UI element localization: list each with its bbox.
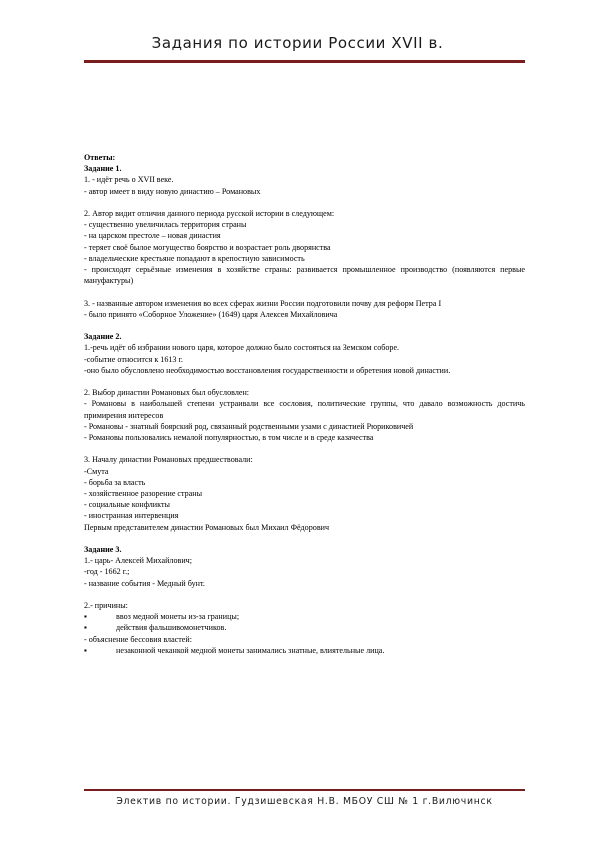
task-3-title: Задание 3. <box>84 545 122 555</box>
task-2-line: -Смута <box>84 466 109 476</box>
task-1-line: 1. - идёт речь о XVII веке. <box>84 175 174 185</box>
task-1-line: - теряет своё былое могущество боярство и возрастает роль дворянства <box>84 242 331 252</box>
bullet-item <box>84 645 525 656</box>
task-3-line: -год - 1662 г.; <box>84 567 130 577</box>
task-2-line: - иностранная интервенция <box>84 511 179 521</box>
task-1-line: - автор имеет в виду новую династию – Романовых <box>84 186 261 196</box>
bullet-item <box>84 611 525 622</box>
square-bullet-icon: ▪ <box>84 623 87 633</box>
task-2-line: - Романовы - знатный боярский род, связанный родственными узами с династией Рюриковичей <box>84 421 414 431</box>
task-3-line: - название события - Медный бунт. <box>84 578 205 588</box>
task-1-line: - владельческие крестьяне попадают в крепостную зависимость <box>84 253 305 263</box>
task-2-line: - социальные конфликты <box>84 500 170 510</box>
spacer <box>84 320 525 331</box>
document-body <box>84 152 525 656</box>
footer-rule <box>84 789 525 791</box>
spacer <box>84 197 525 208</box>
bullet-text: действия фальшивомонетчиков. <box>116 623 227 633</box>
task-3-line: 2.- причины: <box>84 601 128 611</box>
task-3-line: 1.- царь- Алексей Михайлович; <box>84 556 192 566</box>
task-1-line: - происходят серьёзные изменения в хозяйстве страны: развивается промышленное производство (появляются первые мануфактуры) <box>84 265 525 286</box>
task-1-line: 2. Автор видит отличия данного периода русской истории в следующем: <box>84 209 335 218</box>
bullet-text: незаконной чеканкой медной монеты занимались знатные, влиятельные лица. <box>116 645 385 655</box>
task-2-line: 3. Началу династии Романовых предшествовали: <box>84 455 253 465</box>
task-1-title: Задание 1. <box>84 164 122 174</box>
page-footer: Электив по истории. Гудзишевская Н.В. МБОУ СШ № 1 г.Вилючинск <box>116 796 493 807</box>
spacer <box>84 376 525 387</box>
task-2-line: 2. Выбор династии Романовых был обусловлен: <box>84 388 250 398</box>
task-2-line: 1.-речь идёт об избрании нового царя, которое должно было состояться на Земском соборе. <box>84 343 400 353</box>
task-2-line: - Романовы в наибольшей степени устраивали все сословия, политические группы, что давало возможность достичь примирения интересов <box>84 399 525 420</box>
task-2-line: - Романовы пользовались немалой популярностью, в том числе и в среде казачества <box>84 433 374 443</box>
spacer <box>84 286 525 297</box>
square-bullet-icon: ▪ <box>84 612 87 622</box>
task-1-line: - на царском престоле – новая династия <box>84 231 221 241</box>
task-2-line: -событие относится к 1613 г. <box>84 354 183 364</box>
task-1-line: - было принято «Соборное Уложение» (1649) царя Алексея Михайловича <box>84 309 338 319</box>
spacer <box>84 533 525 544</box>
task-3-line: - объяснение бессовия властей: <box>84 634 192 644</box>
task-1-line: - существенно увеличилась территория страны <box>84 220 247 230</box>
spacer <box>84 443 525 454</box>
square-bullet-icon: ▪ <box>84 645 87 655</box>
task-2-line: - борьба за власть <box>84 477 146 487</box>
header-rule <box>84 60 525 63</box>
bullet-text: ввоз медной монеты из-за границы; <box>116 612 240 622</box>
task-2-line: - хозяйственное разорение страны <box>84 489 203 499</box>
spacer <box>84 589 525 600</box>
task-2-line: -оно было обусловлено необходимостью восстановления государственности и обретения новой династии. <box>84 365 451 375</box>
task-1-line: 3. - названные автором изменения во всех сферах жизни России подготовили почву для реформ Петра I <box>84 298 442 308</box>
task-2-line: Первым представителем династии Романовых был Михаил Фёдорович <box>84 522 330 532</box>
page-header-title: Задания по истории России XVII в. <box>151 34 444 52</box>
task-2-title: Задание 2. <box>84 332 122 342</box>
bullet-item <box>84 622 525 633</box>
answers-heading: Ответы: <box>84 153 116 162</box>
